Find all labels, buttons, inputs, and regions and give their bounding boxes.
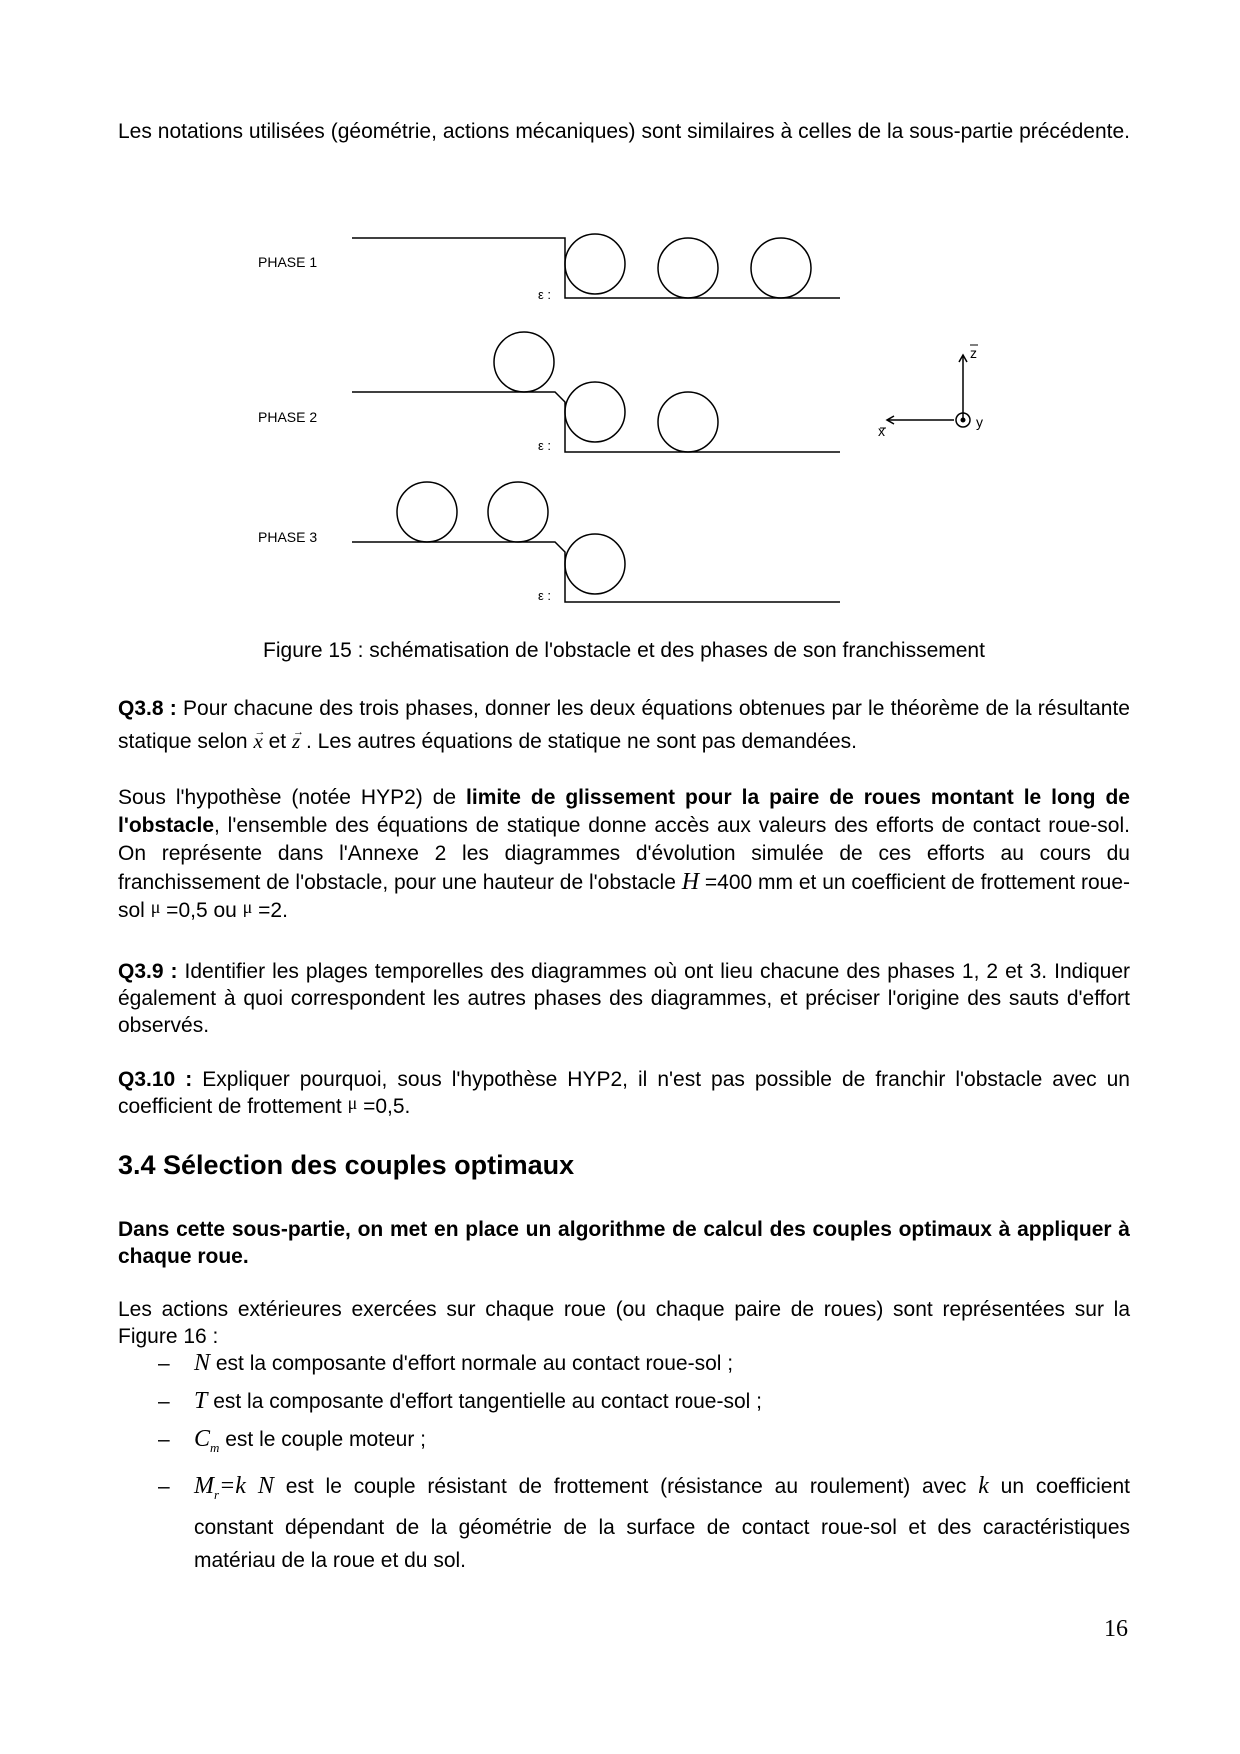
figure-caption: Figure 15 : schématisation de l'obstacle et des phases de son franchissement: [263, 639, 985, 662]
wheel: [397, 482, 457, 542]
intro-text: Les notations utilisées (géométrie, actions mécaniques) sont similaires à celles de la sous-partie précédente.: [118, 120, 1130, 143]
vector-x: → x: [253, 725, 262, 758]
question-label: Q3.8 :: [118, 697, 177, 720]
symbol-t: T: [194, 1388, 208, 1414]
wheel: [751, 238, 811, 298]
phase-1-drawing: [352, 234, 840, 298]
phase-2-label: PHASE 2: [258, 409, 318, 425]
axis-z-label: z: [970, 345, 977, 361]
wheel: [565, 234, 625, 294]
intro-paragraph: [118, 118, 1130, 145]
axis-y-label: y: [976, 414, 983, 430]
wheel: [565, 534, 625, 594]
actions-paragraph: Les actions extérieures exercées sur chaque roue (ou chaque paire de roues) sont représentées sur la Figure 16 :: [118, 1298, 1130, 1348]
wheel: [565, 382, 625, 442]
wheel: [488, 482, 548, 542]
symbol-k: k: [978, 1473, 989, 1499]
symbol-n: N: [194, 1350, 211, 1376]
symbol-mr: $M_r=k$ N: [194, 1473, 274, 1502]
actions-list: [118, 1350, 1130, 1577]
question-3-8: Q3.8 : Pour chacune des trois phases, donner les deux équations obtenues par le théorème de la résultante statique selon → x et → z . Les autres équations de statique ne sont pas demandées.: [118, 692, 1130, 758]
obstacle-figure: [0, 200, 1240, 670]
wheel: [658, 238, 718, 298]
wheel: [494, 332, 554, 392]
list-item: – $M_r=k$ N est le couple résistant de frottement (résistance au roulement) avec k un coefficient constant dépendant de la géométrie de la surface de contact roue-sol et des caractéristiques matériau de la roue et du sol.: [158, 1473, 1131, 1572]
phase-3-drawing: [352, 482, 840, 602]
hyp2-paragraph: Sous l'hypothèse (notée HYP2) de limite de glissement pour la paire de roues montant le long de l'obstacle, l'ensemble des équations de statique donne accès aux valeurs des efforts de contact roue-sol. On représente dans l'Annexe 2 les diagrammes d'évolution simulée de ces efforts au cours du franchissement de l'obstacle, pour une hauteur de l'obstacle H =400 mm et un coefficient de frottement roue-sol μ =0,5 ou μ =2.: [118, 786, 1131, 922]
phase-1-label: PHASE 1: [258, 254, 318, 270]
list-item: – T est la composante d'effort tangentielle au contact roue-sol ;: [158, 1388, 762, 1414]
axes-symbol: [887, 355, 970, 427]
epsilon-label: ε :: [538, 588, 552, 603]
epsilon-label: ε :: [538, 287, 552, 302]
symbol-h: H: [681, 869, 700, 895]
section-lead: Dans cette sous-partie, on met en place un algorithme de calcul des couples optimaux à appliquer à chaque roue.: [118, 1218, 1130, 1268]
phase-3-label: PHASE 3: [258, 529, 318, 545]
list-item: – N est la composante d'effort normale au contact roue-sol ;: [158, 1350, 734, 1376]
vector-z: → z: [292, 725, 300, 758]
epsilon-label: ε :: [538, 438, 552, 453]
question-3-9: Q3.9 : Identifier les plages temporelles des diagrammes où ont lieu chacune des phases 1, 2 et 3. Indiquer également à quoi correspondent les autres phases des diagrammes, et préciser l'origine des sauts d'effort observés.: [118, 960, 1131, 1037]
symbol-mu: μ: [242, 897, 253, 917]
symbol-cm: $C_m$: [194, 1426, 220, 1455]
question-label: Q3.10 :: [118, 1068, 193, 1091]
question-3-10: Q3.10 : Expliquer pourquoi, sous l'hypothèse HYP2, il n'est pas possible de franchir l'obstacle avec un coefficient de frottement μ =0,5.: [118, 1068, 1130, 1118]
phase-2-drawing: [352, 332, 840, 452]
section-title: 3.4 Sélection des couples optimaux: [118, 1150, 575, 1180]
symbol-mu: μ: [150, 897, 161, 917]
axis-x-label: x: [878, 423, 885, 439]
question-label: Q3.9 :: [118, 960, 178, 983]
symbol-mu: μ: [347, 1093, 358, 1113]
page-number: 16: [1104, 1616, 1128, 1642]
wheel: [658, 392, 718, 452]
list-item: – $C_m$ est le couple moteur ;: [158, 1426, 427, 1455]
